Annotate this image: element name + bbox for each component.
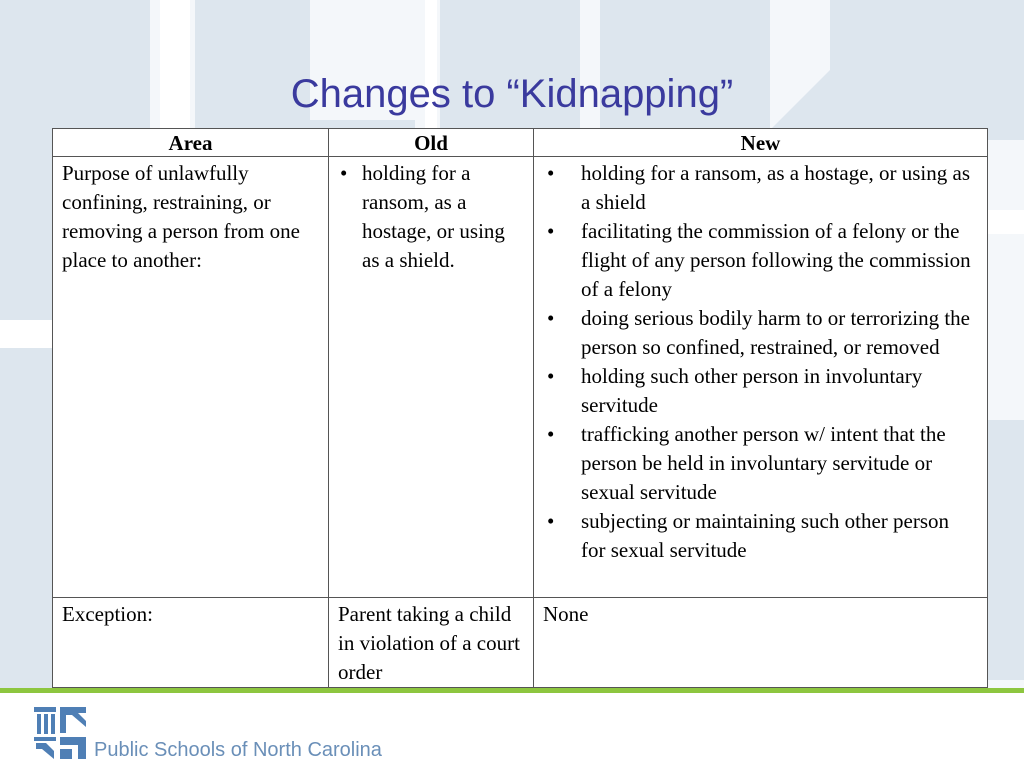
table-header-row xyxy=(53,129,988,157)
list-item: • subjecting or maintaining such other person for sexual servitude xyxy=(543,507,978,565)
table-row-purpose xyxy=(53,157,988,598)
column-header-old: Old xyxy=(329,129,534,157)
old-bullet-list xyxy=(338,159,524,275)
list-item: • holding for a ransom, as a hostage, or using as a shield. xyxy=(338,159,524,275)
table-row-exception xyxy=(53,598,988,688)
new-bullet-list xyxy=(543,159,978,565)
cell-new-purpose xyxy=(534,157,988,598)
slide-title: Changes to “Kidnapping” xyxy=(290,72,734,116)
column-header-new: New xyxy=(534,129,988,157)
list-item: • holding such other person in involuntary servitude xyxy=(543,362,978,420)
nc-dpi-logo-icon xyxy=(34,705,88,761)
cell-area-exception: Exception: xyxy=(53,598,329,688)
list-item: • doing serious bodily harm to or terrorizing the person so confined, restrained, or removed xyxy=(543,304,978,362)
footer-accent-bar xyxy=(0,688,1024,693)
kidnapping-changes-table xyxy=(52,128,988,688)
list-item: • trafficking another person w/ intent that the person be held in involuntary servitude or sexual servitude xyxy=(543,420,978,507)
cell-old-purpose xyxy=(329,157,534,598)
cell-area-purpose: Purpose of unlawfully confining, restraining, or removing a person from one place to another: xyxy=(53,157,329,598)
cell-old-exception: Parent taking a child in violation of a court order xyxy=(329,598,534,688)
organization-name: Public Schools of North Carolina xyxy=(94,739,382,761)
cell-new-exception: None xyxy=(534,598,988,688)
list-item: • facilitating the commission of a felony or the flight of any person following the commission of a felony xyxy=(543,217,978,304)
column-header-area: Area xyxy=(53,129,329,157)
list-item: • holding for a ransom, as a hostage, or using as a shield xyxy=(543,159,978,217)
